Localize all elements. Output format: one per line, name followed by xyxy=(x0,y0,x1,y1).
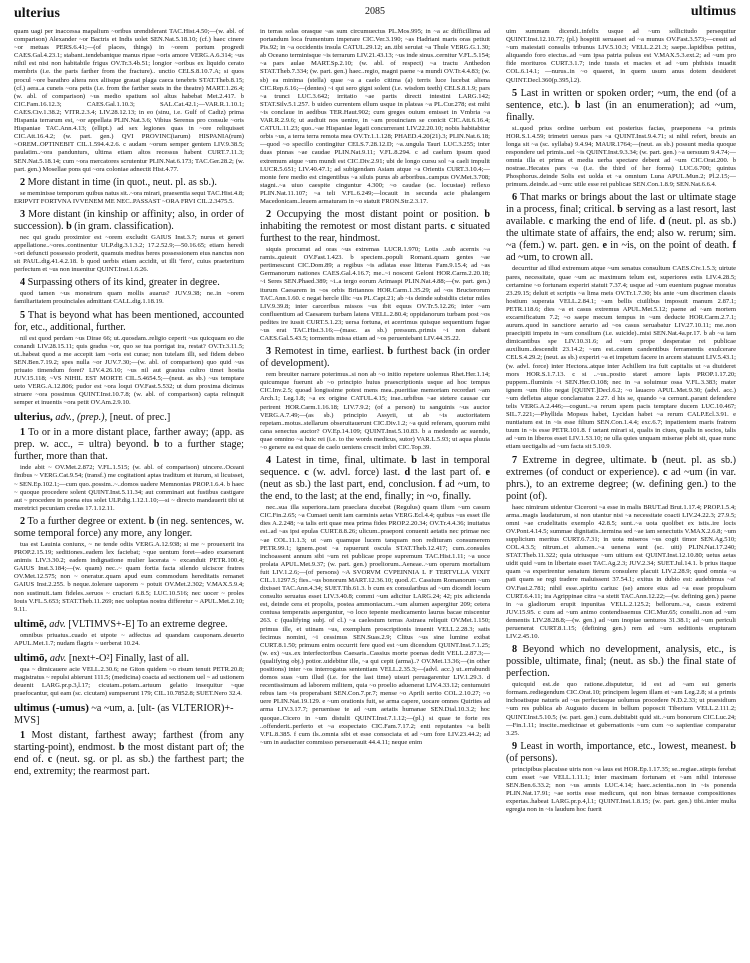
citation-block: se meminisse temporum quibus natus sit..~ora mirari, praesentia sequi TAC.Hist.4.8; ERIPVIT FORTVNA IVVENEM ME NEC..PASSAST ~ORA FRVI CIL.2.3475.5. xyxy=(14,189,244,205)
subsense-definition: the last part of. xyxy=(410,467,486,479)
sense-4 xyxy=(260,455,490,503)
sense-definition: More distant in time (in quot., neut. pl. as sb.). xyxy=(25,176,217,188)
sense-number: 2 xyxy=(20,176,26,188)
subsense-label: b xyxy=(651,454,658,466)
sense-number: 3 xyxy=(266,346,272,358)
subsense-definition: inhabiting the remotest or most distant parts. xyxy=(260,221,451,233)
subsense-label: f xyxy=(438,479,442,491)
subsense-definition: in ~is, on the point of death. xyxy=(606,240,733,252)
sense-3 xyxy=(14,209,244,233)
subsense-definition: ad ~um (in var. phrs.), to an extreme degree; (w. defining gen.) to the point (of). xyxy=(506,466,736,502)
headword: ulterius, xyxy=(14,411,53,424)
subsense-definition: ad ~um, to the end, to the last; at the end, finally; in ~o, finally. xyxy=(260,479,490,503)
sense-definition: Remotest in time, earliest. xyxy=(271,346,388,358)
subsense-label: c xyxy=(662,466,668,478)
etymology: [VLTIMVS+-E] xyxy=(65,618,135,630)
subsense-label: d xyxy=(404,467,411,479)
sense-5 xyxy=(506,88,736,124)
citation-block: tua est Lauinia coniunx, ~ ne tende odiis VERG.A.12.938; si me ~ prouexerit ira PROP.2.15.19; seditiones..eadem lex faciebat; ~que uentum foret—adeo exarserant animis LIV.3.30.2; eadem indignatione mulier lacerata ~ excanduit PETR.100.4; GAIUS Inst.3.184;—(w. quam) nec..~ quam fortia facta silendo ulciscor fratres OV.Met.12.575; non ~ oneratur..quam apud eum commodum hereditatis remanet GAIUS Inst.2.255. b neque..tolerare uaporem ~ potuit OV.Met.2.302; V.MAX.5.9.4; non sustinuit..tam fideles..seruos ~ cruciari 6.8.5; LUC.10.516; nec uocer ~ proles Iouis V.FL.5.653; STAT.Theb.11.269; nec uoluptas nostra differetur ~ APUL.Met.2.10; 9.11. xyxy=(14,540,244,613)
subsense-definition: furthest back (in order of development). xyxy=(260,346,490,370)
sense-definition: That is beyond what has been mentioned, accounted for, etc., additional, further. xyxy=(14,309,244,333)
sense-number: 2 xyxy=(20,515,26,527)
entry-ultime xyxy=(14,618,244,631)
citation-block: nec..sua illa superiora..tam praeclara ducebat (Regulus) quam illum ~um casum CIC.Fin.2.65; ~a Cumaei uenit iam carminis aetas VERG.Ecl.4.4; quibus ~us esset ille dies A.2.248; ~a talis erit quae mea prima fides PROP.2.20.34; OV.Tr.4.4.36; inuitatus est..ad ~as ipsi epulas CURT.8.8.26; ulicum..praeponi conuenit aetatis nec primae nec ~ae COL.11.1.3; ut ~am quamque lucem tanquam non redituram consumerem PETR.99.1; ignem..post ~a rapuerunt oscula STAT.Theb.12.417; cum..consules inchoassent annum sibi ~um rei publicae prope supremum TAC.Hist.1.11; ~a uoce prolata APUL.Met.9.37; (w. part. gen.) proeliorum..Aeneae..~um operum mortalium fuit LIV.1.2.6;—(of persons) ~A SVORVM CVPEINNIA L F TERTVLLA VIXIT CIL.1.1297.5; fies..~us bonorum MART.12.36.10; quod..C. Cassium Romanorum ~um dixisset TAC.Ann.4.34; SUET.Tib.61.3. b cum ex consularibus ad ~um dicendi locum consulto seruatus esset LIV.3.40.8; commi ~um adicitur LARG.24; 42; pix adicienda est, deinde cera et propolis, postea ammoniacum..~um alumen aspergitur 209; cetera contusa temperatis asperguntur, ~o loco tepente medicamento laurus bacae miscentur 263. c (qualifying subj. of cl.) ~a caelestum terras Astraea reliquit OV.Met.1.150; primus ille, et utinam ~us, exemplum proscriptionis inuenit VELL.2.28.3; satis fecimus nomini, ~i cessimus SEN.Suas.2.9; Clitus ~us sine lumine exibat CURT.8.1.50; primum enim occurrit fere quod est ~um dicendum QUINT.Inst.7.1.25; (w. ex) ~us..ex interfectoribus Caesaris..Cassius morte poenas dedit VELL.2.87.3;—(qualifying obj.) potior..uidebitur ille, ~a qui cepit (arma)..? OV.Met.13.36;—(in other positions) inter ~os interrogatus sententiam VELL.2.35.3;—(advl. acc.) ut..errabundi domos suas ~um illud (i.e. for the last time) uisuri peruagarentur LIV.1.29.3. d recentissimum ad laborem militem, quia ~o proelio aduenerat LIV.4.33.12; centumuiri rebus iam ~is properabant SEN.Con.7.pr.7; mense ~o Aprili serito COL.2.10.27; ~o uere PLIN.Nat.19.129. e ~um orationis fuit, se arma capere, uocare omnes Quirites ad arma LIV.3.17.7; peruenisse te ad ~um aetatis humanae SEN.Dial.10.3.2; hoc quoque..Cicero in ~um distulit QUINT.Inst.7.1.12;—(pl.) si quae te forte res ..offenderit..perferto et ~a exspectato CIC.Fam.7.17.2; enti reputantes ~a belli V.FL.8.385. f cum ils..omnia sibi et esse consociata et ad ~um fore LIV.23.44.2; ad ~um in audaciter commisso perseuerauit 44.4.11; neque enim xyxy=(260,504,490,746)
part-of-speech: adv., (prep.), xyxy=(52,412,108,424)
citation-block: decurritur ad illud extremum atque ~um senatus consultum CAES.Civ.1.5.3; uirtute pares, necessitate, quae ~um ac maximum telum est, superiores estis LIV.4.28.5; certamine ~o fortunam experiri statuit 7.37.4; usque ad ~um euentum pugnae moratus 23.29.15; deluit et scriptis ~a lima meis OV.Tr.1.7.30; bis ante ~um discrimen classis hostium superata VELL.2.84.1; ~am bellis ciuilibus imposuit manum 2.87.1; PETR.118.6; dies ~a et casus extremus APUL.Met.5.12; paene ad ~am mortem excarnificatum 7.2; ~o saepe mecum tempus in ~um deducte HOR.Carm.2.7.1; aurum..quod in sanctiore aerario ad ~os casus seruabatur LIV.27.10.11; me..non praecipiti impetu in ~um consilium (i.e. suicide)..misi SEN.Nat.4a.pr.17. b ab ~a iam dimicantibus spe LIV.10.31.6; ad ~um prope desperatae rei publicae auxilium..descendit 23.14.2; ~um est..cutem candentibus ferramentis exulcerare CELS.4.29.2; (neut. as sb.) experiri ~a et impetum facere in arcem statuunt LIV.5.43.1; (w. advl. force) inter Hectora..atque inter Achillem ira fuit capitalis ut ~a diuideret mors HOR.S.1.7.13. c si ..~us..posito staret amore lapis PROP.1.17.20; puppem..fluminis ~i SEN.Her.O.108; nec in ~a soluimur ossa V.FL.3.383; mater ignem ~um filio negat [QUINT.]Decl.6.2; ~o lauacro APUL.Met.9.30; (advl. acc.) ~um defletus atque conclamatus 2.27. d his se, quando ~a cernunt..parant defendere telis VERG.A.2.446;—cogunt..~a rerum spem pacis temptare ducem LUC.10.467; SIL.7.221;—Phyllida Mopsus habet, Lycidan habet ~a rerum CALP.Ecl.3.91. e nuntiatum est in ~is esse filium SEN.Con.1.4.4; exc.6.7; inpatientem maris fratrem tuum in ~is esse PETR.101.8. f uetant mirari si, qualis in ciues, qualis in socios, talis ad ~um in liberos esset LIV.1.53.10; ne ulla quies unquam miserae plebi sit, quae nunc etiam uectigalis ad ~um facta sit 5.10.9. xyxy=(506,265,736,451)
subsense-label: c xyxy=(47,754,53,766)
citation-block: quam uagi per inaccessa mapalium ~oribus urendiderant TAC.Hist.4.50;—(w. abl. of comparison) Alexander ~or Bactris et Indis uolet SEN.Nat.5.18.10; (cf.) haec cinere ~or metuas PERS.6.41;—(of places, things) in ~orem portum progredi CAES.Gal.4.23.1; stabant..tendebantque manus ripae ~oris amore VERG.A.6.314; ~us nihil est nisi non habitabile frigus OV.Tr.3.4b.51; longior ~oribus ex liquido cerato membris (i.e. the parts farther from the fracture).. unctio CELS.8.10.7.A; si quos procul ~ore barathro altera nox aliisque grauat plaga caeca tenebris STAT.Theb.8.15; (cf.) aera..a cuneis ~ora petis (i.e. from the farther seats in the theatre) MART.1.26.4; (w. abl. of comparison) ~us medio spatium sol altus habebat Met.2.417. b CIC.Fam.16.12.3; CAES.Gal.1.10.3; SAL.Cat.42.1;—VAR.R.1.10.1; CAES.Civ.1.38.2; VITR.2.3.4; LIV.28.12.13; in eo (sinu, i.e. Gulf of Cadiz) prima Hispania terrarum est, ~or appellata PLIN.Nat.3.6; Vibius Serenus pro consule ~oris Hispaniae TAC.Ann.4.13; (ellipt.) ad sex legiones quas in ~ore reliquisset CIC.Att.16.4.2; (w. part. gen.) QVI PROVINC(iarum) HISPANIA(rum) ~OREM..OPTINEBIT CIL.1.594.4.2.6. c audam ~orum semper gentem LIV.9.38.5; paulatim..~ora pandunturs, ultima etiam altos recessus habent CURT.7.11.3; SEN.Nat.5.18.14; cum ~ora mercatores scrutentur PLIN.Nat.6.173; TAC.Ger.28.2; (w. part. gen.) Mosellae pons qui ~ora coloniae adnectit Hist.4.77. xyxy=(14,28,244,173)
subsense-label: b xyxy=(411,455,417,467)
sense-number: 3 xyxy=(20,208,26,220)
column-3 xyxy=(506,28,736,958)
subsense-definition: (of persons). xyxy=(506,752,558,764)
inflection: ~a ~um, a. xyxy=(88,703,135,715)
sense-2 xyxy=(14,177,244,189)
sense-4 xyxy=(14,277,244,289)
headword: ultimus (-umus) xyxy=(14,702,89,715)
sense-3 xyxy=(260,346,490,370)
citation-block: inde abit ~ OV.Met.2.872; V.FL.1.515; (w. abl. of comparison) uincere..Oceani finibus ~ VERG.Cat.9.54; (transf.) me cogitationi aptas traditum et iturum, si licuisset, ~ SEN.Ep.102.1;—cum quo..possim..~..domos uadere Memnonias PROP.1.6.4. b haec ~ quoque procedere solent QUINT.Inst.5.11.34; aut comminari aut fustibus castigare aut ~ procedere in poena eius solet ULP.dig.1.12.1.10;—si ~ directo mandauerit tibi ut meretrici pecuniam credas 17.1.12.11. xyxy=(14,464,244,512)
page-number: 2085 xyxy=(365,6,385,17)
sense-1 xyxy=(14,730,244,778)
subsense-definition: last in temporal sequence. xyxy=(260,455,490,479)
sense-number: 1 xyxy=(20,730,26,742)
sense-definition: That marks or brings about the last or ultimate stage in a process, final; critical. xyxy=(506,192,736,216)
citation-block: quod tamen ~us monstrum quam mollis auarus? JUV.9.38; ne..in ~orem familiaritatem prouinciales admittant CALL.dig.1.18.19. xyxy=(14,290,244,306)
subsense-label: b xyxy=(66,220,72,232)
sense-number: 4 xyxy=(266,455,272,467)
subsense-label: e xyxy=(485,467,490,479)
sense-definition: Surpassing others of its kind, greater in degree. xyxy=(25,277,220,289)
sense-2 xyxy=(260,209,490,245)
subsense-label: d xyxy=(659,216,665,228)
sense-definition: Least in worth, importance, etc., lowest, meanest. xyxy=(517,740,731,752)
sense-definition: To a further degree or extent. xyxy=(25,515,149,527)
sense-9 xyxy=(506,741,736,765)
subsense-definition: ad ~um, to crown all. xyxy=(506,252,593,264)
subsense-label: b xyxy=(148,515,155,527)
citation-block: quicquid est..de quo ratione..disputetur, id est ad ~am sui generis formam..rediegendum CIC.Orat.10; principem legem illam et ~am Leg.2.8; si a primis inchoatisque naturis ad ~us perfectasque uolumus procedere N.D.2.33; ut praesidium ~um res publica ab Augusto ducem in bellum poposcit Tiberium VELL.2.111.2; QUINT.Inst.5.10.5; (w. part. gen.) cum..dubitabit quid sit..~um bonorum CIC.Luc.24;—Fin.1.11; inscite..medicinae et gubernationis ~um cum ~o sapientiae comparatur 3.25. xyxy=(506,681,736,737)
column-1 xyxy=(14,28,244,958)
sense-5 xyxy=(14,310,244,334)
sense-number: 4 xyxy=(20,277,26,289)
subsense-definition: marking the end of life. xyxy=(553,216,660,228)
subsense-definition: (neut. sg. or pl. as sb.) the farthest part; the end, extremity; the rearmost part. xyxy=(14,754,244,778)
subsense-label: c xyxy=(548,216,554,228)
subsense-definition: (neut. pl. as sb.) the ultimate state of affairs, the end; also w. rerum; sim. ~a (fem.) w. part. gen. xyxy=(506,216,736,252)
citation-block: in terras solas orasque ~as sum circumuectus PL.Mos.995; in ~a ac difficillima ad portandum loca frumentum imperare CIC.Ver.3.190; ~as Hadriani maris oras petiuit Pis.92; in ~a occidentis insula CATUL.29.12; an..tibi seruiat ~a Thule VERG.G.1.30; ab Oceano terminisque ~is terrarum LIV.21.43.13; ~us inde sinus..cernitur V.FL.5.154; ~a pars aulae MART.Sp.2.10; (w. abl. of respect) ~a tractu Anthedon STAT.Theb.7.334; (w. part. gen.) haec..regio, magni paene ~a mundi OV.Tr.4.4.83; (w. sb) ea minima (stella) quae ~a a caelo citima (a) terris luce lucebat aliena CIC.Rep.6.16;—(dentes) ~i qui sero gigni solent (i.e. wisdom teeth) CELS.8.1.9; pars ~a trunci LUC.3.642; irritatio ~ae partis directi intestini LARG.142; STAT.Silv.5.1.257. b uideo currentem ellum usque in plateas ~a PL.Cur.278; est mihi ~is conclaue in aedibus TER.Haut.902; cum greges ouium emisset in Vmbria ~a VAR.R.2.9.6; ut audiuit nos uenire, in ~am prouinciam se conicit CIC.Att.6.16.4; CATUL.11.23; quo..~ae Hispaniae legati concurrerant LIV.22.20.10; nobis habitabitur orbis ~us, a terra terra remota mea OV.Tr.1.1.128; PHAED.4.20(21).3; PLIN.Nat.6.18;—quod ~o specillo contingitur CELS.7.28.12.D; ~a..ungula Tauri LUC.3.255; inter duas pinnas ~ae caudae PLIN.Nat.9.11; V.FL.8.294. c ad caelum ipsum quod extremum atque ~um mundi est CIC.Div.2.91; ubi de longo cursu sol ~a caeli impulit LUCR.5.651; LIV.40.47.1; ad subigendam Asiam atque ~a Orientis CURT.3.10.4;—monte fere medio est cingentibus ~a siluis purus ab arboribus..campus OV.Met.3.708; stagni..~a uiuo caespite cinguntur 4.300; ~o caudae (sc. locustae) reflexo PLIN.Nat.11.107; ~a teli V.FL.6.249;—locauit in secunda acie phalangem Macedonicam..leuem armaturam in ~o statuit FRON.Str.2.3.17. xyxy=(260,28,490,205)
etymology: [ult- (as VLTERIOR)+-MVS] xyxy=(14,703,234,727)
sense-number: 9 xyxy=(512,740,518,752)
subsense-definition: (in neg. sentences, w. some temporal force) any more, any longer. xyxy=(14,515,244,539)
entry-ultimus xyxy=(14,702,244,727)
subsense-definition: to a further stage; further, more than that. xyxy=(14,439,244,463)
citation-block: si..quod prius ordine uerbum est posterius facias, praeponens ~a primis HOR.S.1.4.59; trimetri uersus pars ~a QUINT.Inst.9.4.71; si nihil refert, breuis an longa sit ~a (sc. syllaba) 9.4.94; MAUR.1764;—(neut. as sb.) possunt media quoque respondere uel primis..uel ~is QUINT.Inst.9.3.34; (w. part. gen.) ~a uersuum 9.4.74;—omnia illa et prima et media uerba spectare debent ad ~um CIC.Orat.200. b nostrae..Hecates pars ~a (i.e. the third of her forms) LUC.6.700; quintus Phosphorus..deinde Solis est uolda et ~a omnium Luna APUL.Mun.2; Pl.2.15;—primum..deinde..ad ~um: utile esse rei publicae SEN.Con.1.8.9; SEN.Nat.6.6.4. xyxy=(506,124,736,189)
subsense-definition: (in gram. classification). xyxy=(71,220,174,232)
citation-block: uim summam dicendi..infelix usque ad ~um sollicitudo persequitur QUINT.Inst.12.10.77; (pl.) hospitii seruasset ad ~a munus OV.Fast.3.573;—cessit ad ~um maiestati consulis tribunus LIV.5.10.3; VELL.2.21.3; saepe..lapidibus petitus, aliquando foro eiectus..ad ~um ipsa patria pulsus est V.MAX.5.3.ext.2; ad ~um pro fide morituros CURT.3.1.7; inde tussis et macies et ad ~um phthisis inuadit COL.6.14.1; —nurus..in ~o quaeret, in quem usum anus dotem desideret QUINT.Decl.360(p.395,l.2). xyxy=(506,28,736,84)
sense-definition: Extreme in degree, ultimate. xyxy=(517,454,652,466)
subsense-definition: (w. advl. force) last. xyxy=(308,467,405,479)
subsense-definition: (neut. pl. as sb.) extremes (of conduct or experience). xyxy=(506,454,736,478)
subsense-label: b xyxy=(730,740,736,752)
sense-7 xyxy=(506,455,736,503)
subsense-label: f xyxy=(732,240,736,252)
citation-block: haec nimirum uidentur Ciceroni ~a esse in malis BRUT.ad Brut.1.17.4; PROP.1.5.4; arma..magis laudaturum, si non utantur nisi ~a necessitate coacti LIV.24.22.3; 27.9.5; omni ~ae crudelitatis exemplo 42.8.5; sunt..~a uota quolibet ex istis..ire locis OV.Pont.4.14.5; summae dignitatis..termina sed ~ae iam senectutis V.MAX.2.6.8; ~um supplicium meritus CURT.6.7.31; in uota miseros ~us cogit timor SEN.Ag.510; COL.4.3.5; nitrum..et alumen..~a uenena sunt (sc. uiti) PLIN.Nat.17.240; STAT.Theb.11.322; quia utriusque ~um uitium est QUINT.Inst.12.10.80; uetus aetas uidit quid ~um in libertate esset TAC.Ag.2.3; JUV.2.34; SUET.Jul.14.1. b prius itaque quam ~a experirentur senatum iterum consulere placuit LIV.2.28.9; quod omnia ~a pati quam se regi tradere maluissent 37.54.1; exitus in dubio est: audebimus ~a! OV.Fast.2.781; nihil esse..spiritu carius: (se) amore eius ad ~a esse propulsum CURT.6.4.11; ira Agrippinae citra ~a stetit TAC.Ann.12.22;—(w. defining gen.) paene in ~a gladiorum erupit inpunitas VELL.2.125.2; bellorum..~a, casus extremi JUV.15.95. c cum ad ~um animo contendissemus CIC.Mur.65; consilii..non ad ~um dementis LIV.28.28.8;—(w. gen.) ad ~um inopiae uenturos 31.38.1; ad ~um periculi peruenerat CURT.8.1.15; (defining gen.) rem ad ~um seditionis erupturam LIV.2.45.10. xyxy=(506,503,736,641)
headword: ultimē, xyxy=(14,617,47,630)
part-of-speech: adv. xyxy=(47,652,67,664)
sense-number: 1 xyxy=(20,427,26,439)
sense-2 xyxy=(14,516,244,540)
subsense-label: b xyxy=(118,742,125,754)
definition: To an extreme degree. xyxy=(134,618,228,630)
sense-number: 7 xyxy=(512,454,518,466)
subsense-label: b xyxy=(574,99,581,111)
entry-ulterius-adv xyxy=(14,411,244,424)
subsense-label: b xyxy=(484,209,490,221)
sense-number: 8 xyxy=(512,644,518,656)
subsense-definition: situated furthest to the rear, hindmost. xyxy=(260,221,490,245)
subsense-definition: last (in an enumeration); ad ~um, finally. xyxy=(506,99,736,123)
sense-number: 5 xyxy=(512,87,518,99)
running-header xyxy=(0,0,750,24)
etymology: [neut. of prec.] xyxy=(107,412,171,424)
right-guide-word: ultimus xyxy=(690,4,736,19)
sense-definition: More distant (in kinship or affinity; also, in order of succession). xyxy=(14,208,244,232)
headword: ultimō, xyxy=(14,651,48,664)
subsense-definition: the most distant part of; the end of. xyxy=(14,742,244,766)
sense-definition: To or in a more distant place, farther away; (app. as prep. w. acc., = ultra) beyond. xyxy=(14,427,244,451)
subsense-label: e xyxy=(602,240,607,252)
subsense-label: c xyxy=(450,221,455,233)
sense-definition: Most distant, farthest away; farthest (from any starting-point), endmost. xyxy=(14,730,244,754)
citation-block: qua ~ dimicauere acie VELL.2.30.6; ne Giton quidem ~o risum tenuit PETR.20.8; magistratus ~ repulsi abierunt 111.5; (medicina) coacta ad sectionem uel ~ ad ustionem deuenit LARG.pr.p.3,l.17; cicutam..potam..artuum gelatio insequitur ~que praefocantur, qui eam (sc. cicutam) sumpserunt 179; CIL.10.7852.8; SUET.Nero 32.4. xyxy=(14,665,244,698)
sense-definition: Last in written or spoken order; ~um, the end (of a sentence, etc.). xyxy=(506,87,736,111)
sense-1 xyxy=(14,427,244,463)
sense-definition: Beyond which no development, analysis, etc., is possible, ultimate, final; (neut. as sb.) the final state of perfection. xyxy=(506,644,736,680)
citation-block: siquis procurrat ad oras ~us extremas LUCR.1.970; Lotis ..sub acernis ~a ramis..quieuit OV.Fast.1.423. b speciem..populi Romani..quam gentes ~ae pertimescunt CIC.Dom.89; a regibus ~is adlatas esse litteras Fam.9.15.4; ad ~as Germanorum nationes CAES.Gal.4.16.7; me..~i noscent Geloni HOR.Carm.2.20.18; ~i Seres SEN.Phaed.389; ~i..a tergo eorum Arimaspi PLIN.Nat.4.88;—(w. part. gen.) iturum Caesarem in ~os orbis Britannos HOR.Carm.1.35.29; ad ~os Bructerorum TAC.Ann.1.60. c negat hercle illic ~us PL.Capt.21; ab ~is deinde subsidiis cietur miles LIV.9.39.8; inter carceribus missos ~us ibit equus OV.Tr.5.12.26; inter ~am confluentium ad Caesarem turbam latens VELL.2.80.4; oppidanorum turbam post ~os pedites ire iussit CURT.5.1.23; uersa fortuna, et acerrimus quisque sequentium fugae ~us erat TAC.Hist.3.16;—(masc. as sb.) pressum..primis ~i non dabant CAES.Gal.5.43.5; tormentis missa etiam ad ~os perueniebant LIV.44.35.22. xyxy=(260,246,490,343)
citation-block: nil est quod perdam ~us Dirae 66; ut..quosdam..religio ceperit ~us quicquam eo die conandi LIV.28.15.11; quis gradus ~or, quo se tua porrigat ira, restat? OV.Tr.3.11.5; ut..habeat quod a me accepit iam ~oris est curae; non tutelam illi, sed fidem debeo SEN.Ben.7.19.2; spes nulla ~or JUV.7.30;—(w. abl. of comparison) quo quid ~us priuato timendum foret? LIV.4.26.10; ~us nil aut grauius cultro timet hostia JUV.15.118; ~VS NIHIL EST MORTE CIL.5.4654.5;—(neut. as sb.) ~us temptare ueto VERG.A.12.806; pudor est ~ora loqui OV.Fast.5.532; ut dum proxima dicimus struere ~ora possimus QUINT.Inst.10.7.8; (w. abl. of comparison) capta relinquit semper et inuentis ~ora petit OV.Am.2.9.10. xyxy=(14,334,244,407)
sense-number: 6 xyxy=(512,192,518,204)
sense-definition: Latest in time, final, ultimate. xyxy=(271,455,412,467)
entry-ultimo xyxy=(14,652,244,665)
subsense-label: b xyxy=(617,204,623,216)
definition: Finally, last of all. xyxy=(112,652,190,664)
sense-8 xyxy=(506,644,736,680)
sense-number: 2 xyxy=(266,209,272,221)
citation-block: nec qui gradu proximior est ~orem excludit GAIUS Inst.3.7; nurus et generi appellatione..~ores..continentur ULP.dig.3.1.3.2; 17.2.52.9;—50.16.65; etiam heredi ~ori defuncti possessio proderit, quamuis medius heres possessionem eius nanctus non sit PAUL.dig.41.4.2.18. b quod uerbis etiam accidit, ut illi 'fero', cuius praeteritum perfectum et ~us non inuenitur QUINT.Inst.1.6.26. xyxy=(14,233,244,274)
citation-block: principibus placuisse uiris non ~a laus est HOR.Ep.1.17.35; se..regiae..stirpis ferebat cum esset ~ae VELL.1.11.1; inter maximam fortunam et ~am nihil interesse SEN.Ben.6.33.2; non ~us amnis LUC.4.14; haec..scientia..non in ~is ponenda PLIN.Nat.17.91; ~ae sortis esse medicum, qui non binas ternasue compositiones expertas..habeat LARG.pr.p.4,l.1; QUINT.Inst.1.8.15; (w. part. gen.) tibi..inter multa egregia non in ~is laudum hoc fuerit xyxy=(506,765,736,814)
citation-block: omnibus priuatus..cuado et utpote ~ adfectus ad quandam cauponam..deuerto APUL.Met.1.7; nudam flagris ~ uerberat 10.24. xyxy=(14,631,244,647)
column-2 xyxy=(260,28,490,958)
left-guide-word: ulterius xyxy=(14,6,60,21)
subsense-label: c xyxy=(304,467,309,479)
sense-number: 5 xyxy=(20,309,26,321)
sense-6 xyxy=(506,192,736,264)
etymology: [next+-O²] xyxy=(66,652,113,664)
part-of-speech: adv. xyxy=(46,618,66,630)
sense-definition: Occupying the most distant point or position. xyxy=(271,209,485,221)
citation-block: rem breuiter narrare poterimus..si non ab ~o initio repetere uolemus Rhet.Her.1.14; quicumque fuerunt ab ~o principio huius praescriptionis usque ad hoc tempus CIC.Inv.2.5; quoad longissime potest mens mea..pueritiae memoriam recordari ~am Arch.1; Leg.1.8; ~a ex origine CATUL.4.15; irae..urbibus ~ae stetere causae cur perirent HOR.Carm.1.16.18; LIV.7.9.2; (of a person) tu sanguinis ~us auctor VERG.A.7.49;—(as sb.) principio Assyrii, ut ab ~is auctoritatem repetam..motus..stellarum obseruitauerunt CIC.Div.1.2; ~a quid referam, quorum mihi cana senectus auctor? OV.Ep.14.109; QUINT.Inst.5.10.83. b a medendo ac suendo, quae omnino ~a huic rei (i.e. to the words medicus, sutor) VAR.L.5.93; ut aqua pluuia ~o genere ea est quae de caelo ueniens crescit imbri CIC.Top.39. xyxy=(260,371,490,452)
subsense-definition: serving as a last resort, last available. xyxy=(506,204,736,228)
subsense-label: b xyxy=(387,346,394,358)
subsense-definition: (neut as sb.) the last part, end, conclusion. xyxy=(260,479,439,491)
subsense-label: b xyxy=(153,439,160,451)
